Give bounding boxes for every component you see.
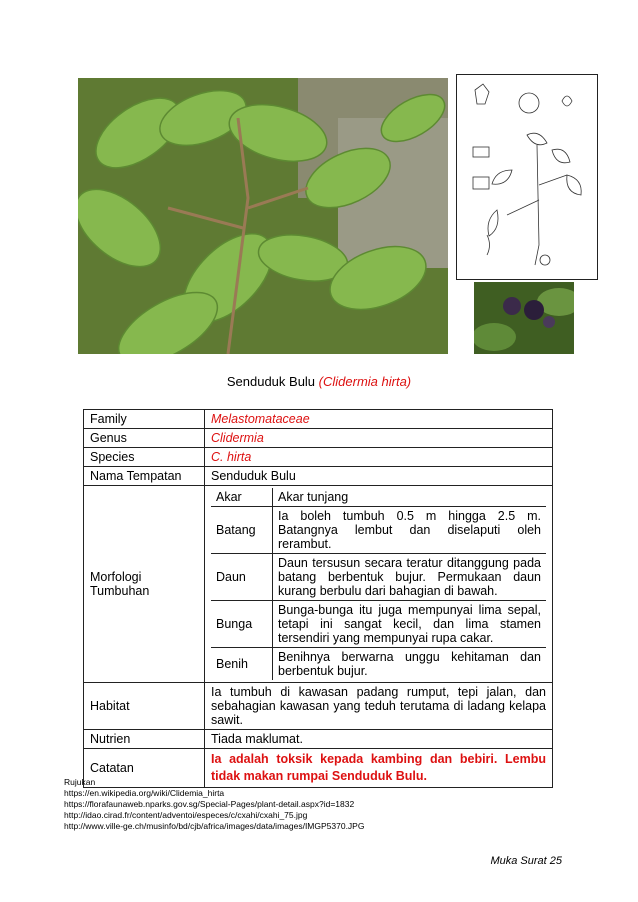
notes-label: Catatan [84, 749, 205, 788]
morphology-row [211, 648, 546, 681]
morphology-desc: Daun tersusun secara teratur ditanggung pada batang berbentuk bujur. Permukaan daun kurang berbulu dari bahagian di bawah. [273, 554, 547, 601]
family-value: Melastomataceae [205, 410, 553, 429]
morphology-row [211, 488, 546, 507]
table-row [84, 730, 553, 749]
morphology-details [205, 486, 553, 683]
table-row [84, 448, 553, 467]
figure-caption [0, 374, 638, 389]
table-row [84, 467, 553, 486]
morphology-part: Daun [211, 554, 273, 601]
morphology-part: Batang [211, 507, 273, 554]
habitat-value: Ia tumbuh di kawasan padang rumput, tepi jalan, dan sebahagian kawasan yang teduh terutama di ladang kelapa sawit. [205, 683, 553, 730]
reference-link[interactable]: http://idao.cirad.fr/content/adventoi/especes/c/cxahi/cxahi_75.jpg [64, 810, 308, 820]
references [64, 777, 364, 832]
morphology-label-line2: Tumbuhan [90, 584, 150, 598]
table-row [84, 683, 553, 730]
species-value: C. hirta [205, 448, 553, 467]
plant-photo [78, 78, 448, 354]
reference-link[interactable]: https://florafaunaweb.nparks.gov.sg/Special-Pages/plant-detail.aspx?id=1832 [64, 799, 355, 809]
local-name-label: Nama Tempatan [84, 467, 205, 486]
morphology-desc: Akar tunjang [273, 488, 547, 507]
morphology-label [84, 486, 205, 683]
notes-value: Ia adalah toksik kepada kambing dan bebiri. Lembu tidak makan rumpai Senduduk Bulu. [205, 749, 553, 788]
table-row [84, 410, 553, 429]
morphology-row [211, 554, 546, 601]
species-label: Species [84, 448, 205, 467]
botanical-illustration [456, 74, 598, 280]
morphology-desc: Bunga-bunga itu juga mempunyai lima sepal, tetapi ini sangat kecil, dan lima stamen tersendiri yang mempunyai rupa cakar. [273, 601, 547, 648]
table-row [84, 429, 553, 448]
table-row [84, 486, 553, 683]
berry-photo [474, 282, 574, 354]
morphology-part: Benih [211, 648, 273, 681]
morphology-row [211, 601, 546, 648]
morphology-table [211, 488, 546, 680]
morphology-part: Akar [211, 488, 273, 507]
nutrient-value: Tiada maklumat. [205, 730, 553, 749]
genus-label: Genus [84, 429, 205, 448]
morphology-row [211, 507, 546, 554]
page-number: Muka Surat 25 [490, 855, 562, 867]
morphology-part: Bunga [211, 601, 273, 648]
nutrient-label: Nutrien [84, 730, 205, 749]
caption-common-name: Senduduk Bulu [226, 374, 316, 389]
caption-scientific-name: (Clidermia hirta) [318, 374, 412, 389]
reference-link[interactable]: https://en.wikipedia.org/wiki/Clidemia_hirta [64, 788, 225, 798]
reference-link[interactable]: http://www.ville-ge.ch/musinfo/bd/cjb/africa/images/data/images/IMGP5370.JPG [64, 821, 365, 831]
habitat-label: Habitat [84, 683, 205, 730]
references-heading: Rujukan [64, 777, 96, 787]
morphology-desc: Benihnya berwarna unggu kehitaman dan berbentuk bujur. [273, 648, 547, 681]
morphology-label-line1: Morfologi [90, 570, 142, 584]
plant-info-table [83, 409, 553, 788]
family-label: Family [84, 410, 205, 429]
morphology-desc: Ia boleh tumbuh 0.5 m hingga 2.5 m. Batangnya lembut dan diselaputi oleh rerambut. [273, 507, 547, 554]
local-name-value: Senduduk Bulu [205, 467, 553, 486]
genus-value: Clidermia [205, 429, 553, 448]
